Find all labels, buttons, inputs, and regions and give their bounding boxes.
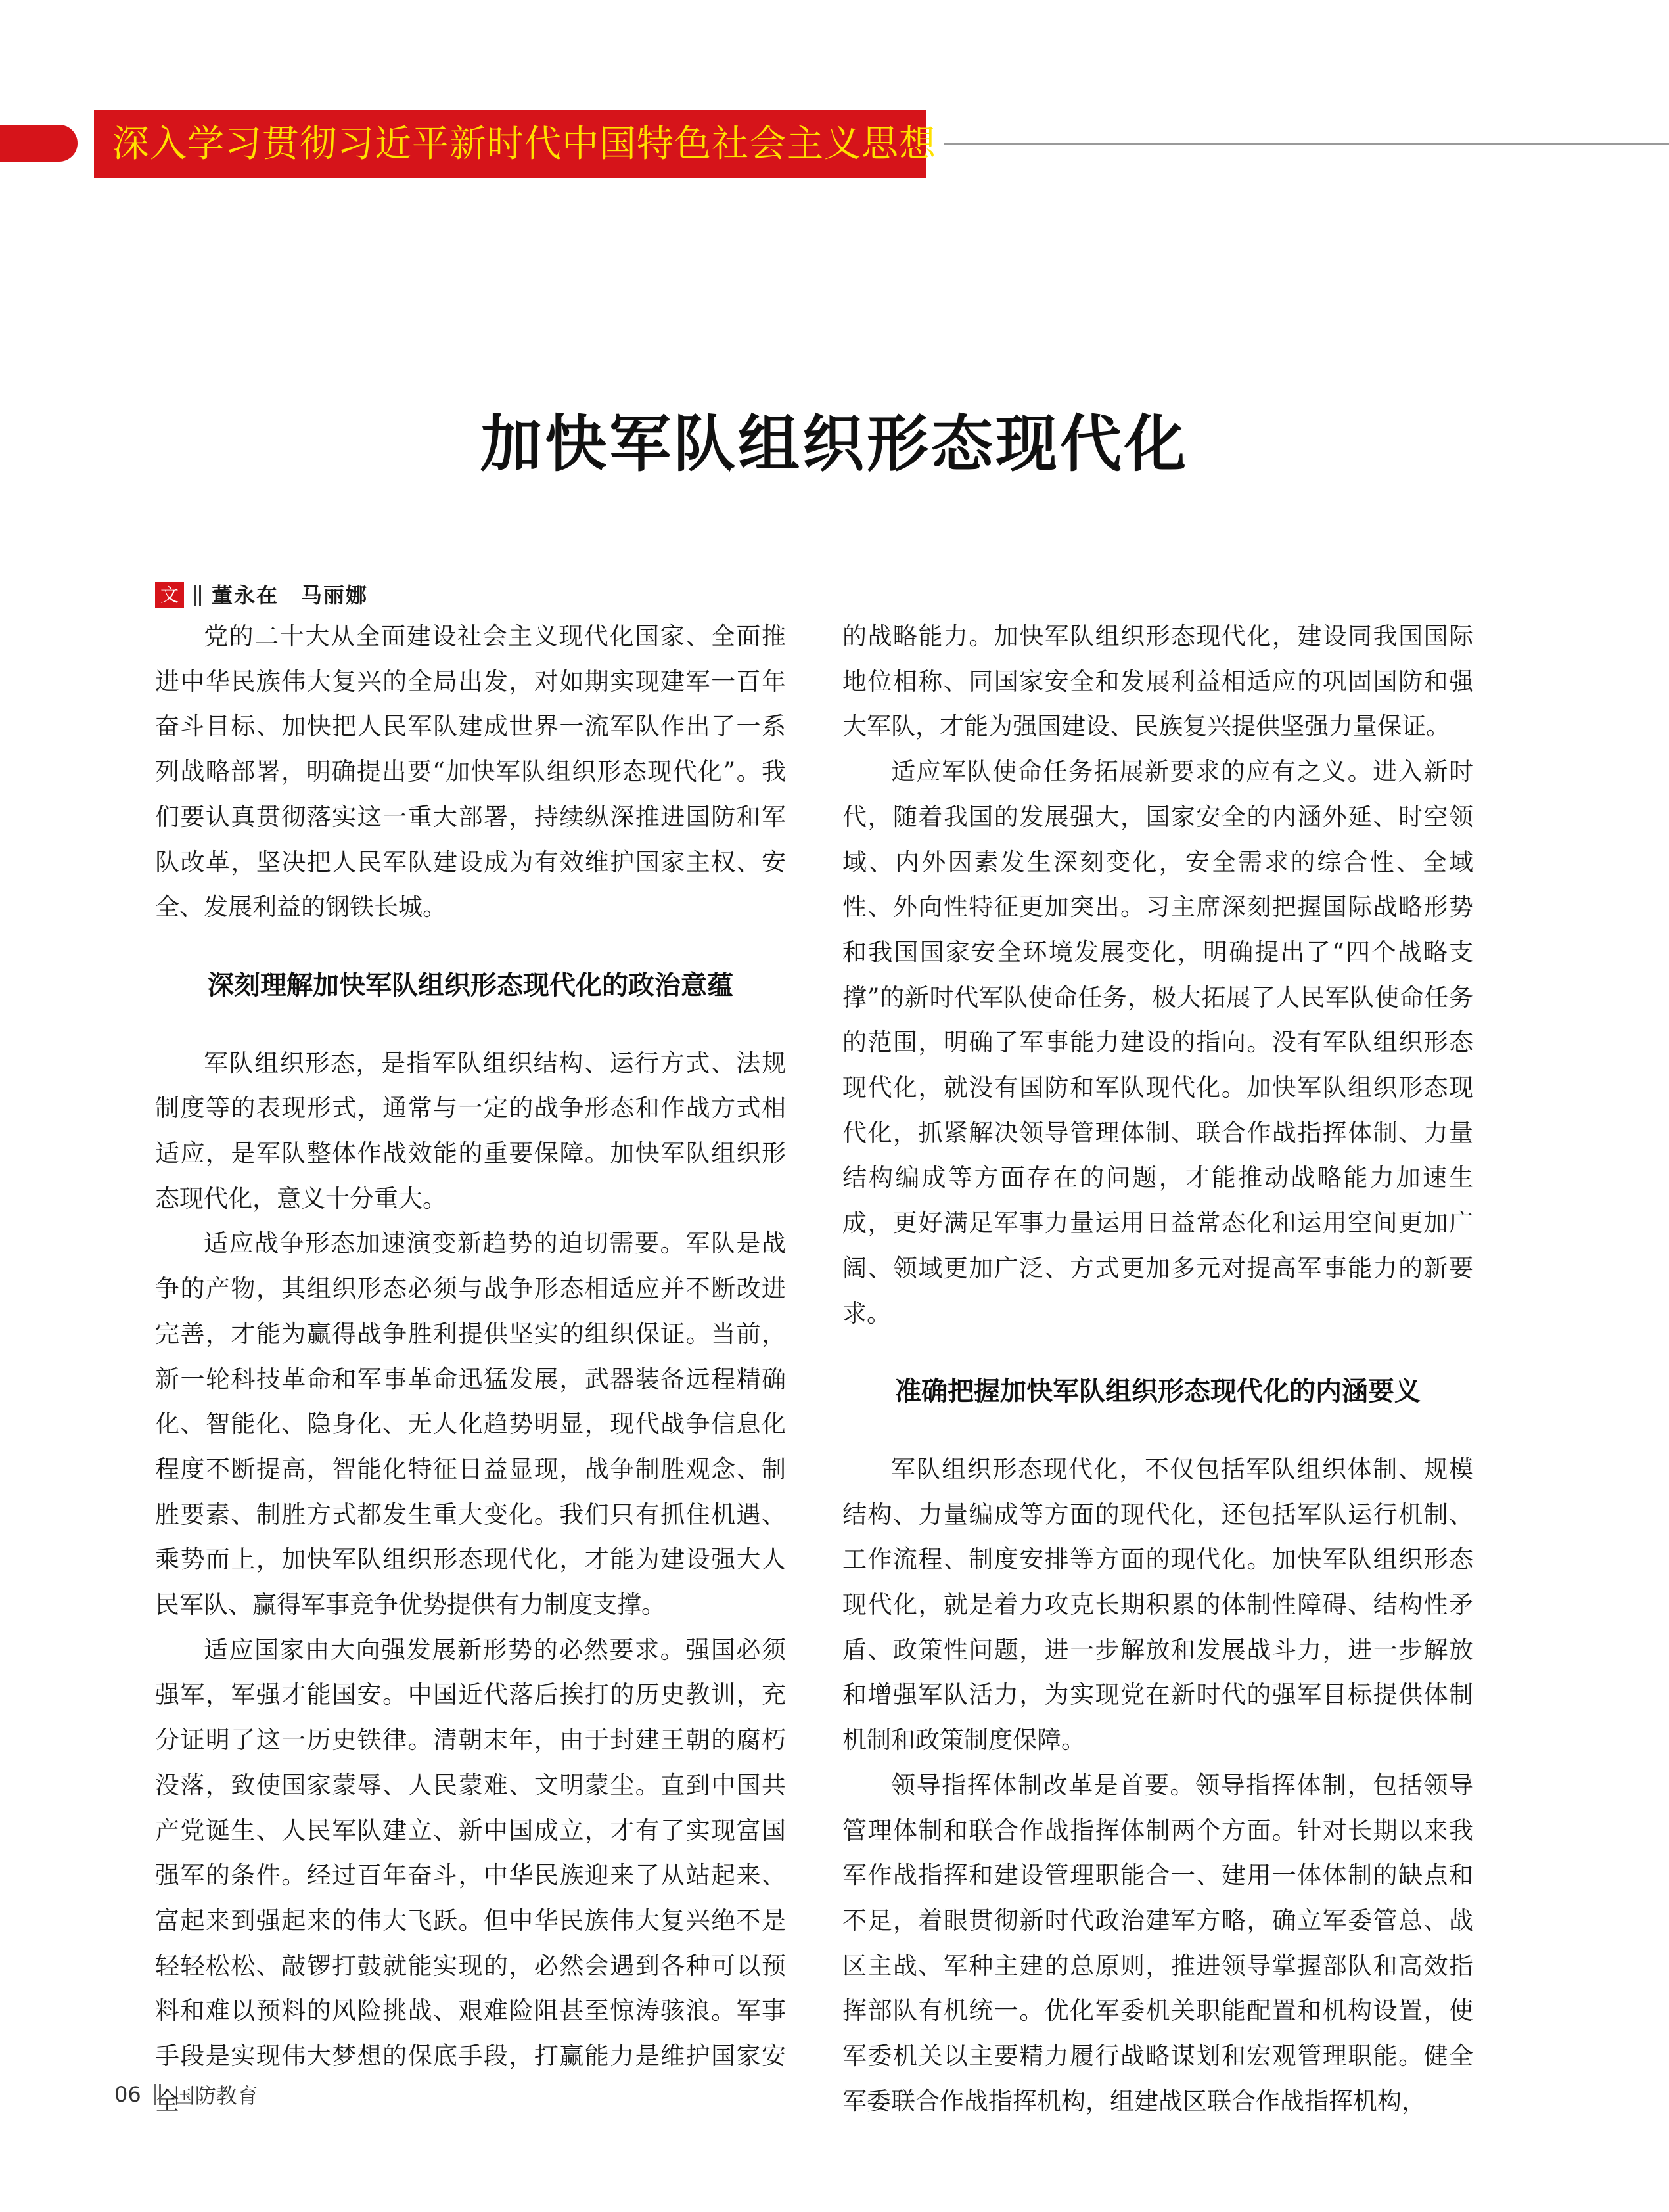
paragraph: 军队组织形态，是指军队组织结构、运行方式、法规制度等的表现形式，通常与一定的战争形态和作战方式相适应，是军队整体作战效能的重要保障。加快军队组织形态现代化，意义十分重大。: [155, 1049, 786, 1213]
byline-divider: [194, 585, 201, 606]
paragraph: 党的二十大从全面建设社会主义现代化国家、全面推进中华民族伟大复兴的全局出发，对如期实现建军一百年奋斗目标、加快把人民军队建成世界一流军队作出了一系列战略部署，明确提出要“加快军队组织形态现代化”。我们要认真贯彻落实这一重大部署，持续纵深推进国防和军队改革，坚决把人民军队建设成为有效维护国家主权、安全、发展利益的钢铁长城。: [155, 622, 786, 922]
section-heading: 准确把握加快军队组织形态现代化的内涵要义: [895, 1376, 1421, 1407]
paragraph: 领导指挥体制改革是首要。领导指挥体制，包括领导管理体制和联合作战指挥体制两个方面。针对长期以来我军作战指挥和建设管理职能合一、建用一体体制的缺点和不足，着眼贯彻新时代政治建军方略，确立军委管总、战区主战、军种主建的总原则，推进领导掌握部队和高效指挥部队有机统一。优化军委机关职能配置和机构设置，使军委机关以主要精力履行战略谋划和宏观管理职能。健全军委联合作战指挥机构，组建战区联合作战指挥机构，: [842, 1771, 1473, 2115]
authors: 董永在 马丽娜: [212, 583, 369, 608]
paragraph: 适应国家由大向强发展新形势的必然要求。强国必须强军，军强才能国安。中国近代落后挨打的历史教训，充分证明了这一历史铁律。清朝末年，由于封建王朝的腐朽没落，致使国家蒙辱、人民蒙难、文明蒙尘。直到中国共产党诞生、人民军队建立、新中国成立，才有了实现富国强军的条件。经过百年奋斗，中华民族迎来了从站起来、富起来到强起来的伟大飞跃。但中华民族伟大复兴绝不是轻轻松松、敲锣打鼓就能实现的，必然会遇到各种可以预料和难以预料的风险挑战、艰难险阻甚至惊涛骇浪。军事手段是实现伟大梦想的保底手段，打赢能力是维护国家安全: [155, 1635, 786, 2115]
publication-name: 国防教育: [173, 2083, 258, 2108]
paragraph: 军队组织形态现代化，不仅包括军队组织体制、规模结构、力量编成等方面的现代化，还包括军队运行机制、工作流程、制度安排等方面的现代化。加快军队组织形态现代化，就是着力攻克长期积累的体制性障碍、结构性矛盾、政策性问题，进一步解放和发展战斗力，进一步解放和增强军队活力，为实现党在新时代的强军目标提供体制机制和政策制度保障。: [842, 1455, 1473, 1755]
page-number: 06: [114, 2082, 141, 2107]
paragraph: 的战略能力。加快军队组织形态现代化，建设同我国国际地位相称、同国家安全和发展利益相适应的巩固国防和强大军队，才能为强国建设、民族复兴提供坚强力量保证。: [842, 622, 1473, 741]
paragraph: 适应战争形态加速演变新趋势的迫切需要。军队是战争的产物，其组织形态必须与战争形态相适应并不断改进完善，才能为赢得战争胜利提供坚实的组织保证。当前，新一轮科技革命和军事革命迅猛发展，武器装备远程精确化、智能化、隐身化、无人化趋势明显，现代战争信息化程度不断提高，智能化特征日益显现，战争制胜观念、制胜要素、制胜方式都发生重大变化。我们只有抓住机遇、乘势而上，加快军队组织形态现代化，才能为建设强大人民军队、赢得军事竞争优势提供有力制度支撑。: [155, 1229, 786, 1619]
paragraph: 适应军队使命任务拓展新要求的应有之义。进入新时代，随着我国的发展强大，国家安全的内涵外延、时空领域、内外因素发生深刻变化，安全需求的综合性、全域性、外向性特征更加突出。习主席深刻把握国际战略形势和我国国家安全环境发展变化，明确提出了“四个战略支撑”的新时代军队使命任务，极大拓展了人民军队使命任务的范围，明确了军事能力建设的指向。没有军队组织形态现代化，就没有国防和军队现代化。加快军队组织形态现代化，抓紧解决领导管理体制、联合作战指挥体制、力量结构编成等方面存在的问题，才能推动战略能力加速生成，更好满足军事力量运用日益常态化和运用空间更加广阔、领域更加广泛、方式更加多元对提高军事能力的新要求。: [842, 757, 1473, 1328]
page-footer: [114, 2080, 258, 2109]
byline-badge: 文: [155, 582, 184, 608]
banner-accent-pill: [0, 125, 78, 162]
byline: [155, 581, 368, 610]
left-column: [155, 614, 786, 2125]
footer-divider: [154, 2084, 161, 2105]
article-title: 加快军队组织形态现代化: [480, 409, 1189, 480]
right-column: [842, 614, 1473, 2125]
column-banner: 深入学习贯彻习近平新时代中国特色社会主义思想: [94, 110, 926, 178]
banner-rule: [944, 143, 1669, 145]
section-heading: 深刻理解加快军队组织形态现代化的政治意蕴: [208, 970, 733, 1001]
